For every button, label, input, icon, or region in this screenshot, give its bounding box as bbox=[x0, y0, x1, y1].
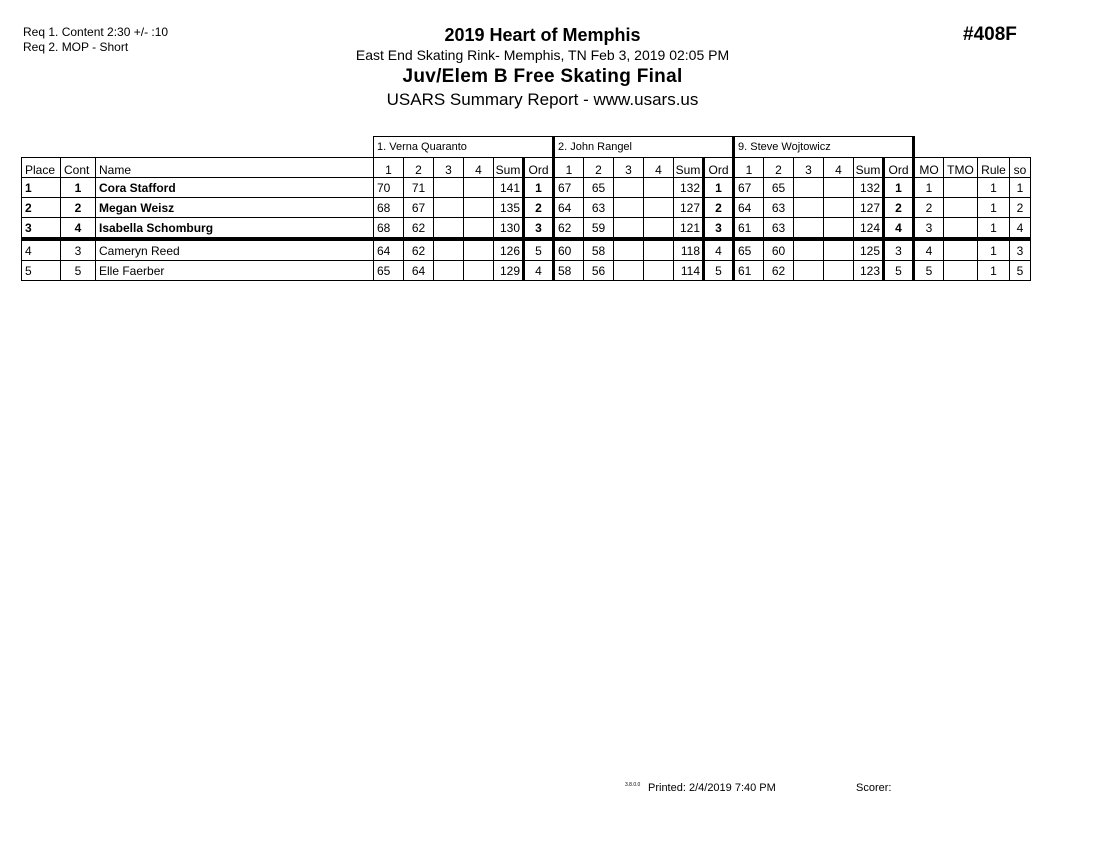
score-2-cell: 64 bbox=[404, 261, 434, 281]
judge-name-2: 2. John Rangel bbox=[554, 137, 734, 158]
ordinal-cell: 2 bbox=[884, 198, 914, 218]
col-cont: Cont bbox=[61, 158, 96, 178]
cont-cell: 2 bbox=[61, 198, 96, 218]
col-j1-sum: Sum bbox=[494, 158, 524, 178]
place-cell: 3 bbox=[22, 218, 61, 240]
ordinal-cell: 5 bbox=[884, 261, 914, 281]
score-1-cell: 68 bbox=[374, 198, 404, 218]
score-3-cell bbox=[614, 198, 644, 218]
score-sum-cell: 129 bbox=[494, 261, 524, 281]
score-2-cell: 56 bbox=[584, 261, 614, 281]
col-j2-ord: Ord bbox=[704, 158, 734, 178]
software-version: 3.8.0.0 bbox=[625, 782, 641, 788]
skater-name-cell: Cameryn Reed bbox=[96, 239, 374, 261]
ordinal-cell: 4 bbox=[884, 218, 914, 240]
requirement-2: Req 2. MOP - Short bbox=[23, 40, 129, 54]
ordinal-cell: 3 bbox=[704, 218, 734, 240]
score-4-cell bbox=[644, 239, 674, 261]
tmo-cell bbox=[944, 218, 978, 240]
score-1-cell: 60 bbox=[554, 239, 584, 261]
col-mo: MO bbox=[914, 158, 944, 178]
score-1-cell: 70 bbox=[374, 178, 404, 198]
tmo-cell bbox=[944, 178, 978, 198]
score-sum-cell: 141 bbox=[494, 178, 524, 198]
score-2-cell: 62 bbox=[404, 239, 434, 261]
score-sum-cell: 124 bbox=[854, 218, 884, 240]
col-j3-1: 1 bbox=[734, 158, 764, 178]
ordinal-cell: 5 bbox=[704, 261, 734, 281]
score-1-cell: 64 bbox=[374, 239, 404, 261]
ordinal-cell: 2 bbox=[524, 198, 554, 218]
score-3-cell bbox=[794, 239, 824, 261]
col-j2-1: 1 bbox=[554, 158, 584, 178]
score-3-cell bbox=[794, 261, 824, 281]
col-j3-sum: Sum bbox=[854, 158, 884, 178]
score-3-cell bbox=[434, 178, 464, 198]
cont-cell: 1 bbox=[61, 178, 96, 198]
score-sum-cell: 121 bbox=[674, 218, 704, 240]
rule-cell: 1 bbox=[978, 261, 1010, 281]
score-4-cell bbox=[644, 198, 674, 218]
so-cell: 1 bbox=[1010, 178, 1031, 198]
score-sum-cell: 135 bbox=[494, 198, 524, 218]
results-body bbox=[22, 178, 1031, 281]
score-2-cell: 63 bbox=[764, 218, 794, 240]
col-so: so bbox=[1010, 158, 1031, 178]
score-2-cell: 58 bbox=[584, 239, 614, 261]
skater-name-cell: Megan Weisz bbox=[96, 198, 374, 218]
skater-name-cell: Isabella Schomburg bbox=[96, 218, 374, 240]
score-2-cell: 62 bbox=[764, 261, 794, 281]
results-table bbox=[21, 136, 1031, 281]
ordinal-cell: 5 bbox=[524, 239, 554, 261]
score-3-cell bbox=[614, 218, 644, 240]
score-1-cell: 65 bbox=[374, 261, 404, 281]
score-2-cell: 62 bbox=[404, 218, 434, 240]
col-j1-4: 4 bbox=[464, 158, 494, 178]
table-row bbox=[22, 198, 1031, 218]
score-1-cell: 64 bbox=[554, 198, 584, 218]
score-3-cell bbox=[434, 218, 464, 240]
score-1-cell: 64 bbox=[734, 198, 764, 218]
so-cell: 5 bbox=[1010, 261, 1031, 281]
score-4-cell bbox=[464, 198, 494, 218]
event-number: #408F bbox=[963, 24, 1017, 45]
score-3-cell bbox=[614, 239, 644, 261]
tmo-cell bbox=[944, 261, 978, 281]
ordinal-cell: 3 bbox=[884, 239, 914, 261]
score-3-cell bbox=[434, 198, 464, 218]
col-j1-ord: Ord bbox=[524, 158, 554, 178]
so-cell: 3 bbox=[1010, 239, 1031, 261]
scorer-label: Scorer: bbox=[856, 782, 892, 794]
competition-title: Juv/Elem B Free Skating Final bbox=[402, 66, 683, 87]
score-1-cell: 62 bbox=[554, 218, 584, 240]
score-sum-cell: 132 bbox=[854, 178, 884, 198]
col-j1-2: 2 bbox=[404, 158, 434, 178]
col-j1-3: 3 bbox=[434, 158, 464, 178]
col-tmo: TMO bbox=[944, 158, 978, 178]
place-cell: 5 bbox=[22, 261, 61, 281]
ordinal-cell: 4 bbox=[524, 261, 554, 281]
event-title: 2019 Heart of Memphis bbox=[444, 25, 641, 45]
score-sum-cell: 125 bbox=[854, 239, 884, 261]
printed-timestamp: Printed: 2/4/2019 7:40 PM bbox=[648, 782, 776, 794]
judge-name-3: 9. Steve Wojtowicz bbox=[734, 137, 914, 158]
place-cell: 4 bbox=[22, 239, 61, 261]
skater-name-cell: Elle Faerber bbox=[96, 261, 374, 281]
score-3-cell bbox=[794, 198, 824, 218]
score-sum-cell: 130 bbox=[494, 218, 524, 240]
title-block bbox=[0, 24, 1085, 111]
score-4-cell bbox=[464, 261, 494, 281]
col-j2-sum: Sum bbox=[674, 158, 704, 178]
ordinal-cell: 1 bbox=[884, 178, 914, 198]
col-name: Name bbox=[96, 158, 374, 178]
rule-cell: 1 bbox=[978, 198, 1010, 218]
score-sum-cell: 123 bbox=[854, 261, 884, 281]
ordinal-cell: 1 bbox=[704, 178, 734, 198]
ordinal-cell: 1 bbox=[524, 178, 554, 198]
score-sum-cell: 118 bbox=[674, 239, 704, 261]
col-j3-2: 2 bbox=[764, 158, 794, 178]
table-row bbox=[22, 178, 1031, 198]
score-4-cell bbox=[824, 239, 854, 261]
tmo-cell bbox=[944, 239, 978, 261]
score-3-cell bbox=[614, 261, 644, 281]
score-1-cell: 58 bbox=[554, 261, 584, 281]
col-place: Place bbox=[22, 158, 61, 178]
place-cell: 2 bbox=[22, 198, 61, 218]
score-sum-cell: 127 bbox=[674, 198, 704, 218]
score-1-cell: 68 bbox=[374, 218, 404, 240]
col-j2-4: 4 bbox=[644, 158, 674, 178]
score-2-cell: 67 bbox=[404, 198, 434, 218]
report-title: USARS Summary Report - www.usars.us bbox=[386, 90, 699, 109]
score-4-cell bbox=[644, 218, 674, 240]
skater-name-cell: Cora Stafford bbox=[96, 178, 374, 198]
col-j1-1: 1 bbox=[374, 158, 404, 178]
cont-cell: 3 bbox=[61, 239, 96, 261]
col-j3-ord: Ord bbox=[884, 158, 914, 178]
mo-cell: 4 bbox=[914, 239, 944, 261]
score-4-cell bbox=[824, 218, 854, 240]
requirement-1: Req 1. Content 2:30 +/- :10 bbox=[23, 25, 169, 39]
score-1-cell: 61 bbox=[734, 218, 764, 240]
cont-cell: 5 bbox=[61, 261, 96, 281]
score-2-cell: 63 bbox=[764, 198, 794, 218]
score-4-cell bbox=[464, 239, 494, 261]
score-4-cell bbox=[824, 178, 854, 198]
score-2-cell: 71 bbox=[404, 178, 434, 198]
col-j2-3: 3 bbox=[614, 158, 644, 178]
cont-cell: 4 bbox=[61, 218, 96, 240]
ordinal-cell: 2 bbox=[704, 198, 734, 218]
col-j3-3: 3 bbox=[794, 158, 824, 178]
score-2-cell: 65 bbox=[584, 178, 614, 198]
score-3-cell bbox=[794, 178, 824, 198]
score-2-cell: 60 bbox=[764, 239, 794, 261]
col-j2-2: 2 bbox=[584, 158, 614, 178]
ordinal-cell: 3 bbox=[524, 218, 554, 240]
score-4-cell bbox=[464, 218, 494, 240]
score-4-cell bbox=[824, 198, 854, 218]
col-j3-4: 4 bbox=[824, 158, 854, 178]
judge-name-1: 1. Verna Quaranto bbox=[374, 137, 554, 158]
so-cell: 4 bbox=[1010, 218, 1031, 240]
score-sum-cell: 132 bbox=[674, 178, 704, 198]
location-line: East End Skating Rink- Memphis, TN Feb 3, 2019 02:05 PM bbox=[355, 47, 730, 63]
table-row bbox=[22, 261, 1031, 281]
so-cell: 2 bbox=[1010, 198, 1031, 218]
table-row bbox=[22, 239, 1031, 261]
score-1-cell: 65 bbox=[734, 239, 764, 261]
score-3-cell bbox=[434, 261, 464, 281]
score-1-cell: 67 bbox=[734, 178, 764, 198]
ordinal-cell: 4 bbox=[704, 239, 734, 261]
score-2-cell: 59 bbox=[584, 218, 614, 240]
score-2-cell: 65 bbox=[764, 178, 794, 198]
score-2-cell: 63 bbox=[584, 198, 614, 218]
mo-cell: 2 bbox=[914, 198, 944, 218]
score-sum-cell: 127 bbox=[854, 198, 884, 218]
header-row bbox=[22, 158, 1031, 178]
score-4-cell bbox=[824, 261, 854, 281]
rule-cell: 1 bbox=[978, 218, 1010, 240]
score-sum-cell: 126 bbox=[494, 239, 524, 261]
score-4-cell bbox=[644, 178, 674, 198]
mo-cell: 1 bbox=[914, 178, 944, 198]
score-3-cell bbox=[434, 239, 464, 261]
place-cell: 1 bbox=[22, 178, 61, 198]
score-3-cell bbox=[614, 178, 644, 198]
score-4-cell bbox=[644, 261, 674, 281]
col-rule: Rule bbox=[978, 158, 1010, 178]
mo-cell: 3 bbox=[914, 218, 944, 240]
rule-cell: 1 bbox=[978, 178, 1010, 198]
score-3-cell bbox=[794, 218, 824, 240]
rule-cell: 1 bbox=[978, 239, 1010, 261]
tmo-cell bbox=[944, 198, 978, 218]
judges-row bbox=[22, 137, 1031, 158]
table-row bbox=[22, 218, 1031, 240]
score-sum-cell: 114 bbox=[674, 261, 704, 281]
score-1-cell: 61 bbox=[734, 261, 764, 281]
score-4-cell bbox=[464, 178, 494, 198]
score-1-cell: 67 bbox=[554, 178, 584, 198]
mo-cell: 5 bbox=[914, 261, 944, 281]
